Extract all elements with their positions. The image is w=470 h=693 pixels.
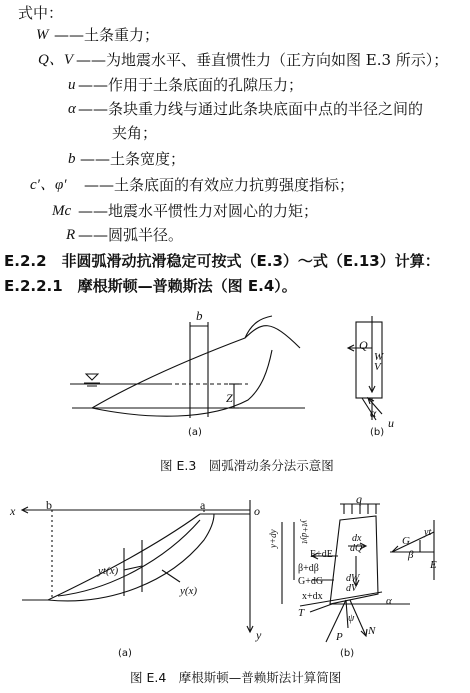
- fig-e4-dx-label: dx: [352, 533, 362, 544]
- fig-e4-q-label: q: [356, 492, 362, 506]
- def-text: ——条块重力线与通过此条块底面中点的半径之间的: [78, 100, 424, 118]
- def-symbol: W: [36, 27, 49, 43]
- def-text: 夹角；: [112, 124, 158, 142]
- def-symbol: c′、φ′: [30, 177, 67, 193]
- fig-e4-y-dy-label: y+dy: [268, 529, 278, 548]
- def-text: ——为地震水平、垂直惯性力（正方向如图 E.3 所示）；: [76, 51, 449, 69]
- fig-e3-v-label: V: [374, 361, 381, 373]
- fig-e4-p-label: P: [336, 631, 343, 643]
- fig-e3-alpha-label: α: [370, 406, 377, 420]
- fig-e4-x-dx-label: x+dx: [302, 591, 323, 602]
- fig-e4-caption: 图 E.4 摩根斯顿—普赖斯法计算简图: [130, 670, 342, 685]
- def-symbol: α: [68, 101, 76, 117]
- section-heading-e222: E.2.2 非圆弧滑动抗滑稳定可按式（E.3）～式（E.13）计算：: [4, 252, 440, 270]
- def-text: ——圆弧半径。: [78, 226, 184, 244]
- fig-e4-a-label: a: [200, 498, 206, 512]
- fig-e4b-label: (b): [340, 648, 355, 659]
- def-symbol: u: [68, 77, 76, 93]
- fig-e3-q-label: Q: [359, 338, 368, 352]
- fig-e4-beta-dbeta-label: β+dβ: [298, 563, 319, 574]
- def-text: ——土条底面的有效应力抗剪强度指标；: [84, 176, 355, 194]
- def-symbol: Mc: [52, 203, 72, 219]
- fig-e4-yt-right-label: yt: [424, 527, 432, 538]
- fig-e3-b-label: b: [196, 308, 203, 323]
- def-text: ——地震水平惯性力对圆心的力矩；: [78, 202, 319, 220]
- def-text: ——作用于土条底面的孔隙压力；: [78, 76, 304, 94]
- fig-e4a-label: (a): [118, 648, 132, 659]
- fig-e3-w-label: W: [374, 351, 384, 363]
- intro-label: 式中：: [18, 4, 64, 22]
- fig-e4-dw-label: dW: [346, 573, 360, 584]
- fig-e4-x-axis-label: x: [10, 504, 16, 518]
- fig-e4-y-axis-label: y: [256, 628, 262, 642]
- def-symbol: Q、V: [38, 52, 73, 68]
- fig-e3a-label: (a): [188, 427, 202, 438]
- fig-e4-beta-label: β: [408, 549, 414, 561]
- fig-e3-u-label: u: [388, 416, 394, 430]
- fig-e4-o-label: o: [254, 504, 260, 518]
- fig-e4-dv-label: dV: [346, 583, 358, 594]
- fig-e4-yt-dyt-label: yt+dyt: [300, 520, 310, 544]
- fig-e4-alpha-label: α: [386, 595, 392, 607]
- def-text: ——土条重力；: [54, 26, 160, 44]
- section-heading-e2221: E.2.2.1 摩根斯顿—普赖斯法（图 E.4）。: [4, 277, 297, 295]
- fig-e4-t-label: T: [298, 607, 305, 619]
- fig-e4-n-label: N: [368, 625, 376, 637]
- fig-e4-dq-label: dQ: [350, 543, 363, 554]
- fig-e4-g-dg-label: G+dG: [298, 576, 324, 587]
- fig-e4-g-label: G: [402, 535, 410, 547]
- def-symbol: b: [68, 151, 76, 167]
- def-text: ——土条宽度；: [80, 150, 186, 168]
- fig-e3-z-label: Z: [226, 391, 233, 405]
- fig-e4-yt-label: yt(x): [98, 565, 119, 577]
- fig-e4-b-label: b: [46, 498, 52, 512]
- fig-e3-caption: 图 E.3 圆弧滑动条分法示意图: [160, 458, 334, 473]
- fig-e4-e-label: E: [430, 559, 437, 571]
- fig-e3b-label: (b): [370, 427, 385, 438]
- fig-e4-e-de-label: E+dE: [310, 549, 333, 560]
- fig-e4-yx-label: y(x): [180, 585, 198, 597]
- fig-e4-psi-label: ψ: [348, 613, 355, 624]
- def-symbol: R: [66, 227, 76, 243]
